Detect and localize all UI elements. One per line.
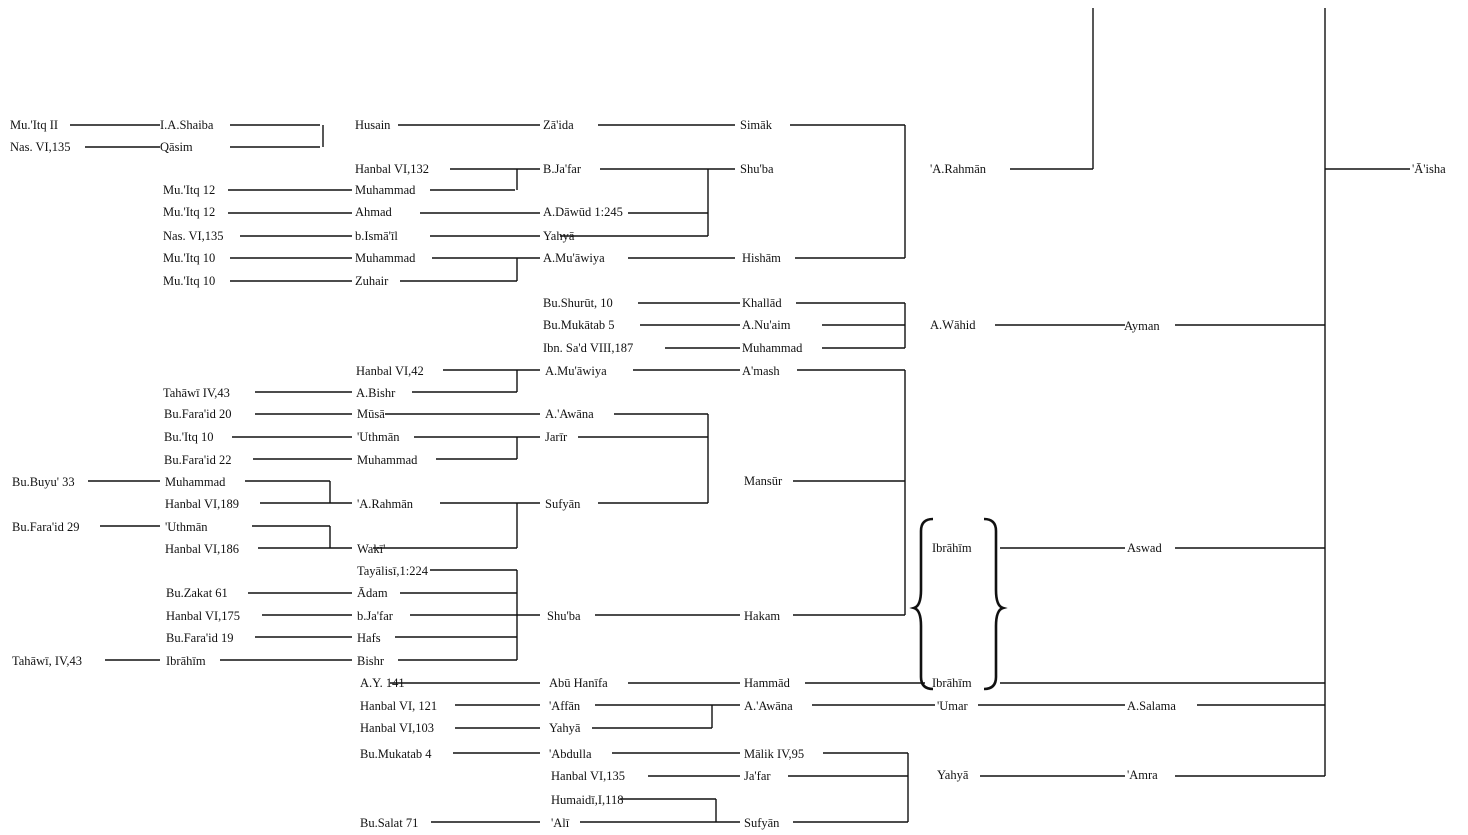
node-mansur: Mansūr [744, 474, 783, 488]
node-yahya-c6: Yahyā [937, 768, 969, 782]
node-ibrahim-lower: Ibrāhīm [932, 676, 972, 690]
node-hanbal-vi-135: Hanbal VI,135 [551, 769, 626, 783]
node-a-dawud: A.Dāwūd 1:245 [543, 205, 623, 219]
node-hafs: Hafs [357, 631, 381, 645]
node-husain: Husain [355, 118, 391, 132]
node-waki: Wakī' [357, 542, 386, 556]
node-a-nuaim: A.Nu'aim [742, 318, 791, 332]
node-adam: Ādam [357, 586, 388, 600]
node-shuba-c4: Shu'ba [547, 609, 581, 623]
node-ibrahim-upper: Ibrāhīm [932, 541, 972, 555]
node-aswad: Aswad [1127, 541, 1162, 555]
node-bu-faraid-29: Bu.Fara'id 29 [12, 520, 80, 534]
node-tayalisi: Tayālisī,1:224 [357, 564, 428, 578]
node-hanbal-vi-132: Hanbal VI,132 [355, 162, 430, 176]
node-zuhair: Zuhair [355, 274, 389, 288]
node-muhammad-c3-c: Muhammad [357, 453, 418, 467]
node-ibrahim-c2: Ibrāhīm [166, 654, 206, 668]
node-nas-vi-135-a: Nas. VI,135 [10, 140, 71, 154]
node-hanbal-vi-189: Hanbal VI,189 [165, 497, 240, 511]
node-bu-itq-10: Bu.'Itq 10 [164, 430, 214, 444]
node-ali: 'Alī [551, 816, 570, 830]
node-ayman: Ayman [1124, 319, 1160, 333]
node-uthman-c2: 'Uthmān [165, 520, 208, 534]
node-bu-faraid-22: Bu.Fara'id 22 [164, 453, 232, 467]
node-ay-141: A.Y. 141 [360, 676, 405, 690]
node-a-wahid: A.Wāhid [930, 318, 976, 332]
node-humaidi: Humaidī,I,118 [551, 793, 624, 807]
node-musa: Mūsā [357, 407, 385, 421]
node-a-muawiya-a: A.Mu'āwiya [543, 251, 605, 265]
node-affan: 'Affān [549, 699, 581, 713]
node-muhammad-c2: Muhammad [165, 475, 226, 489]
node-bu-faraid-20: Bu.Fara'id 20 [164, 407, 232, 421]
node-khallad: Khallād [742, 296, 782, 310]
node-a-awana-c5: A.'Awāna [744, 699, 793, 713]
node-qasim: Qāsim [160, 140, 193, 154]
node-amash: A'mash [742, 364, 780, 378]
node-mu-itq-10-b: Mu.'Itq 10 [163, 274, 216, 288]
node-yahya-c4-b: Yahyā [549, 721, 581, 735]
node-hanbal-vi-42: Hanbal VI,42 [356, 364, 424, 378]
node-bu-zakat-61: Bu.Zakat 61 [166, 586, 228, 600]
node-simak: Simāk [740, 118, 772, 132]
node-bu-salat-71: Bu.Salat 71 [360, 816, 419, 830]
node-bu-faraid-19: Bu.Fara'id 19 [166, 631, 234, 645]
node-mu-itq-10-a: Mu.'Itq 10 [163, 251, 216, 265]
node-muhammad-c3-a: Muhammad [355, 183, 416, 197]
node-mu-itq-12-b: Mu.'Itq 12 [163, 205, 216, 219]
node-a-rahman-c3: 'A.Rahmān [357, 497, 414, 511]
node-sufyan-c4: Sufyān [545, 497, 581, 511]
narrator-labels [10, 118, 1446, 830]
node-bu-shurut-10: Bu.Shurūt, 10 [543, 296, 613, 310]
node-a-rahman-c6: 'A.Rahmān [930, 162, 987, 176]
node-ia-shaiba: I.A.Shaiba [160, 118, 214, 132]
node-muhammad-c3-b: Muhammad [355, 251, 416, 265]
node-jarir: Jarīr [545, 430, 568, 444]
node-tahawi-iv-43-a: Tahāwī, IV,43 [12, 654, 83, 668]
node-a-salama: A.Salama [1127, 699, 1176, 713]
node-bu-buyu-33: Bu.Buyu' 33 [12, 475, 75, 489]
node-ahmad: Ahmad [355, 205, 392, 219]
node-sufyan-c5: Sufyān [744, 816, 780, 830]
node-bu-mukatab-4: Bu.Mukatab 4 [360, 747, 432, 761]
node-amra: 'Amra [1127, 768, 1158, 782]
node-hanbal-vi-186: Hanbal VI,186 [165, 542, 240, 556]
node-yahya-c4-a: Yahyā [543, 229, 575, 243]
node-bu-mukatab-5: Bu.Mukātab 5 [543, 318, 615, 332]
node-nas-vi-135-b: Nas. VI,135 [163, 229, 224, 243]
node-abu-hanifa: Abū Hanīfa [549, 676, 608, 690]
node-umar: 'Umar [937, 699, 968, 713]
node-abdulla: 'Abdulla [549, 747, 592, 761]
node-mu-itq-2: Mu.'Itq II [10, 118, 59, 132]
node-b-jafar-c3: b.Ja'far [357, 609, 393, 623]
node-bishr: Bishr [357, 654, 385, 668]
node-hisham: Hishām [742, 251, 781, 265]
node-hakam: Hakam [744, 609, 781, 623]
node-a-muawiya-b: A.Mu'āwiya [545, 364, 607, 378]
node-ibn-sad: Ibn. Sa'd VIII,187 [543, 341, 634, 355]
node-b-jafar-c4: B.Ja'far [543, 162, 582, 176]
node-shuba-c5: Shu'ba [740, 162, 774, 176]
node-hammad: Hammād [744, 676, 790, 690]
node-b-ismail: b.Ismā'īl [355, 229, 398, 243]
node-aisha: 'Ā'isha [1412, 162, 1446, 176]
node-jafar: Ja'far [744, 769, 771, 783]
node-tahawi-iv-43-b: Tahāwī IV,43 [163, 386, 230, 400]
node-a-awana-c4: A.'Awāna [545, 407, 594, 421]
node-hanbal-vi-175: Hanbal VI,175 [166, 609, 241, 623]
node-muhammad-c5: Muhammad [742, 341, 803, 355]
node-a-bishr: A.Bishr [356, 386, 396, 400]
node-uthman-c3: 'Uthmān [357, 430, 400, 444]
node-malik: Mālik IV,95 [744, 747, 805, 761]
node-zaida: Zā'ida [543, 118, 574, 132]
node-mu-itq-12-a: Mu.'Itq 12 [163, 183, 216, 197]
node-hanbal-vi-121: Hanbal VI, 121 [360, 699, 438, 713]
node-hanbal-vi-103: Hanbal VI,103 [360, 721, 435, 735]
